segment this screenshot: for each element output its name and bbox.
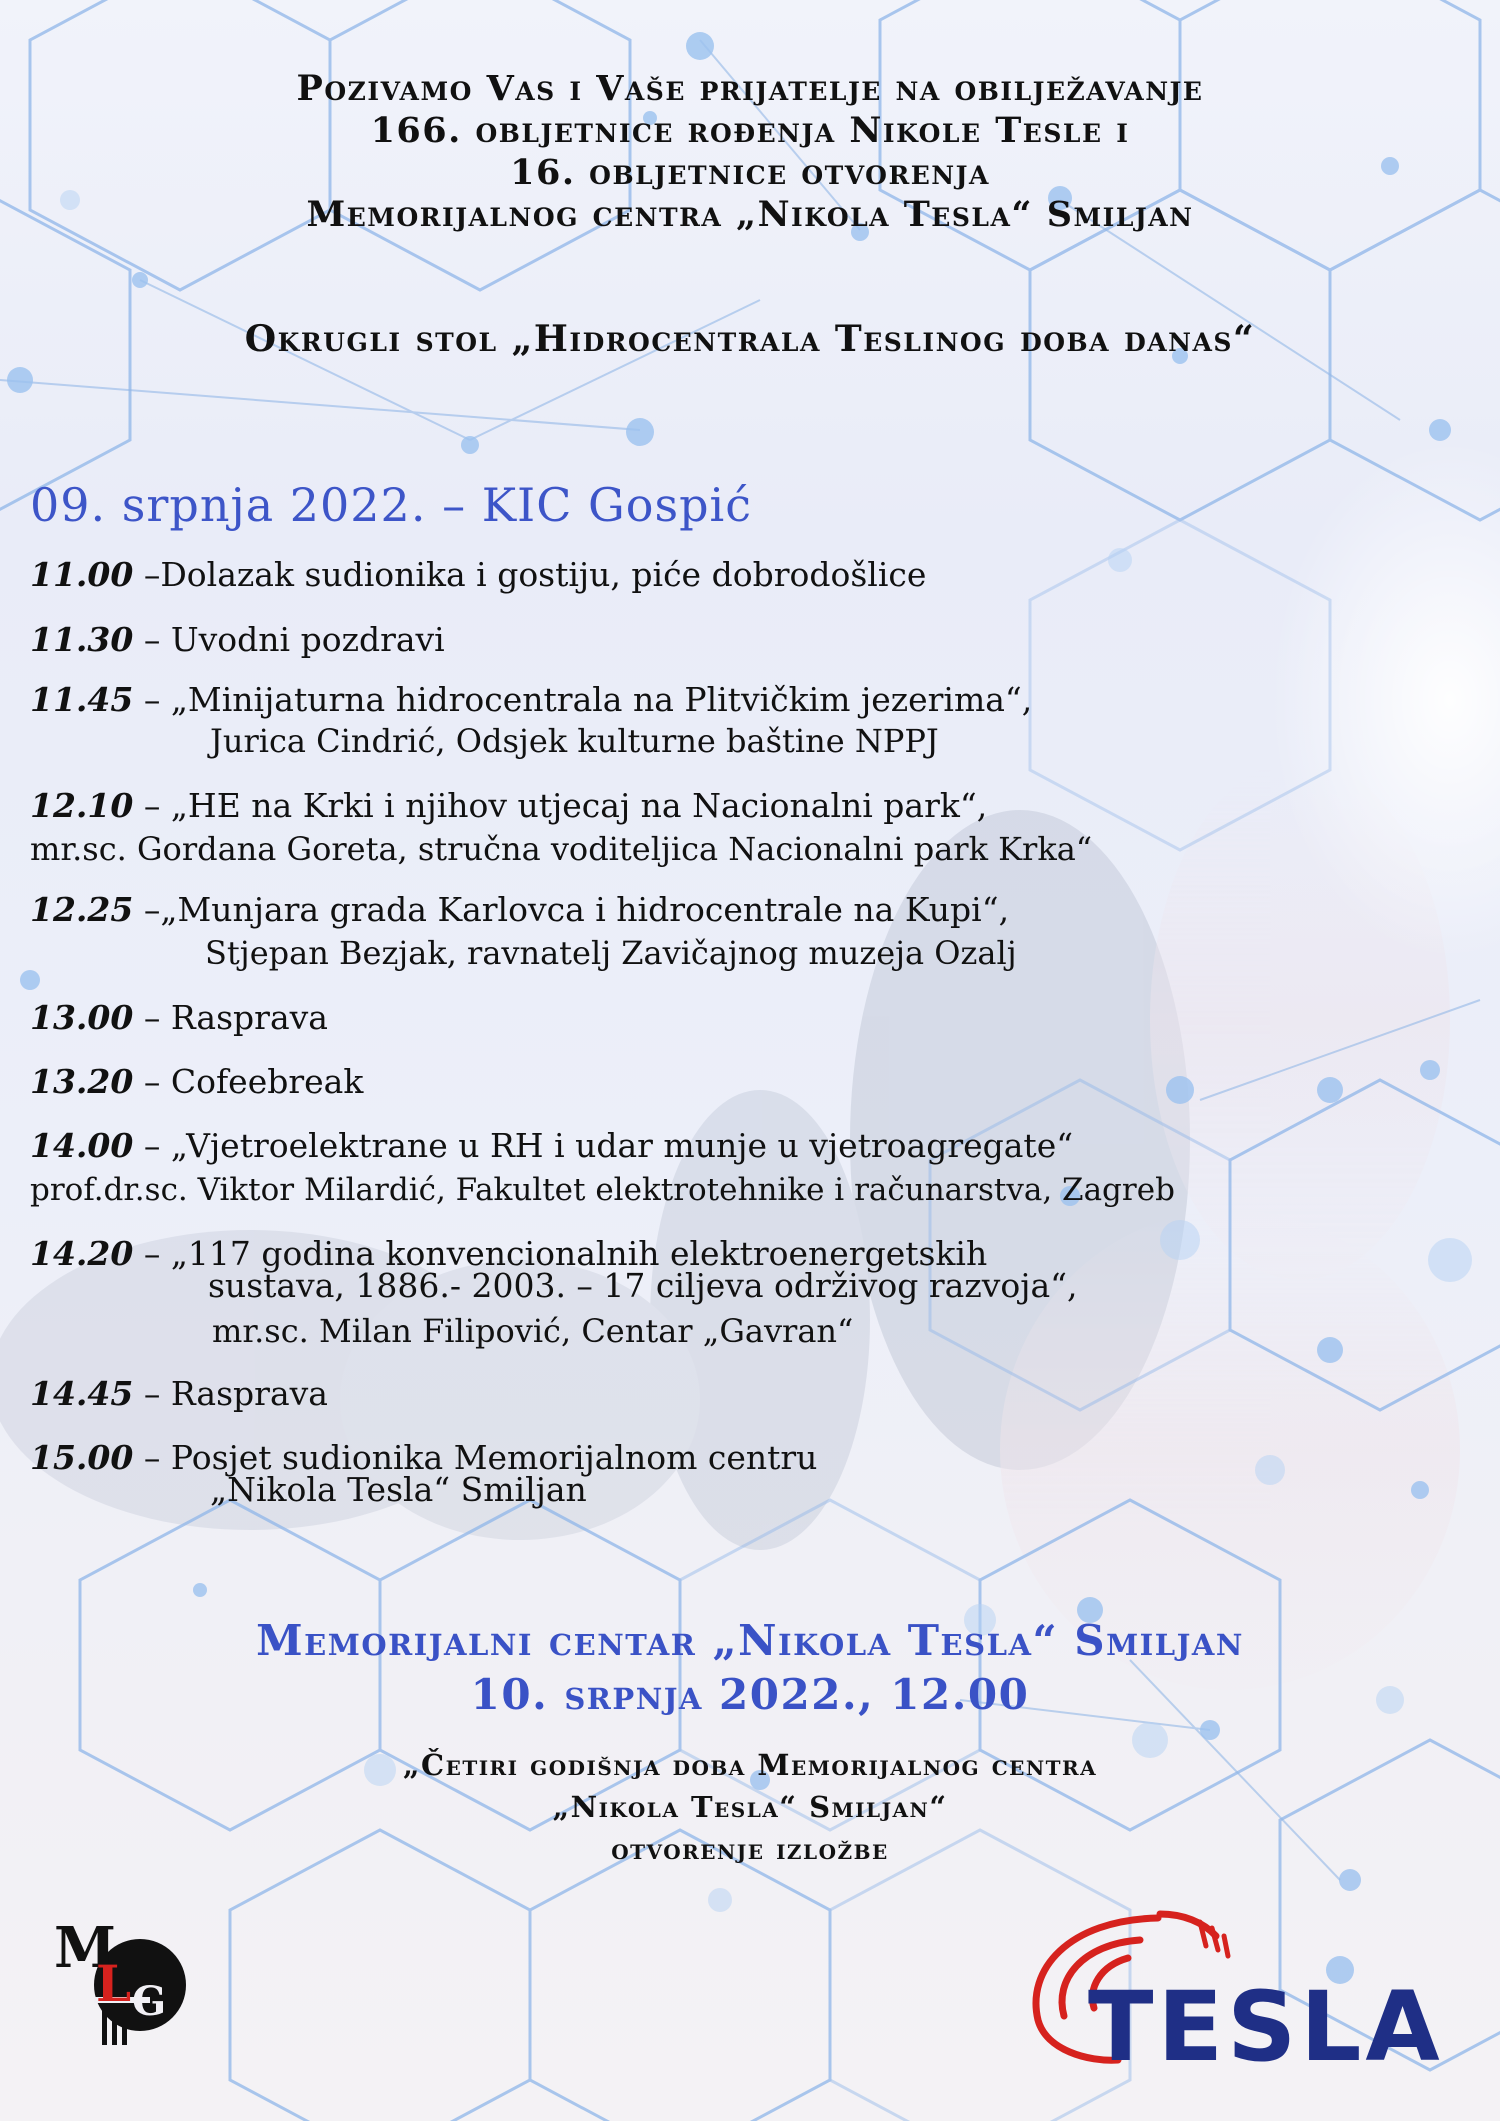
program-time: 11.45 [30, 680, 134, 719]
program-item [30, 555, 926, 594]
program-text: Posjet sudionika Memorijalnom centru [170, 1438, 818, 1477]
program-text: „117 godina konvencionalnih elektroenergetskih [170, 1234, 988, 1273]
program-item [30, 998, 328, 1037]
memorial-date: 10. srpnja 2022., 12.00 [470, 1670, 1030, 1719]
program-separator: – [133, 1062, 171, 1101]
invitation-line-1: Pozivamo Vas i Vaše prijatelje na obilježavanje [296, 68, 1204, 109]
program-continuation: prof.dr.sc. Viktor Milardić, Fakultet elektrotehnike i računarstva, Zagreb [30, 1172, 1175, 1208]
program-text: Cofeebreak [170, 1062, 364, 1101]
program-text: Rasprava [170, 1374, 328, 1413]
mlg-logo [52, 1905, 192, 2045]
memorial-title: Memorijalni centar „Nikola Tesla“ Smiljan [256, 1616, 1244, 1665]
program-continuation: mr.sc. Gordana Goreta, stručna voditeljica Nacionalni park Krka“ [30, 830, 1093, 868]
program-separator: – [133, 890, 161, 929]
program-item [30, 620, 445, 659]
program-continuation: Jurica Cindrić, Odsjek kulturne baštine NPPJ [210, 722, 939, 760]
program-time: 14.00 [30, 1126, 134, 1165]
program-time: 14.45 [30, 1374, 134, 1413]
program-item [30, 1126, 1073, 1165]
exhibition-line-2: „Nikola Tesla“ Smiljan“ [552, 1790, 948, 1824]
exhibition-line-1: „Četiri godišnja doba Memorijalnog centra [402, 1748, 1098, 1782]
program-continuation: Stjepan Bezjak, ravnatelj Zavičajnog muzeja Ozalj [205, 934, 1017, 972]
program-continuation: „Nikola Tesla“ Smiljan [210, 1470, 587, 1509]
program-time: 12.25 [30, 890, 134, 929]
program-text: Rasprava [170, 998, 328, 1037]
program-time: 12.10 [30, 786, 134, 825]
mlg-letter-m: M [54, 1915, 116, 1981]
program-separator: – [133, 620, 171, 659]
program-separator: – [133, 1438, 171, 1477]
program-continuation: sustava, 1886.- 2003. – 17 ciljeva održivog razvoja“, [208, 1266, 1078, 1305]
program-separator: – [133, 1234, 171, 1273]
program-time: 14.20 [30, 1234, 134, 1273]
tesla-logo [1008, 1900, 1458, 2080]
program-separator: – [133, 1374, 171, 1413]
invitation-line-4: Memorijalnog centra „Nikola Tesla“ Smiljan [306, 194, 1194, 235]
program-text: Uvodni pozdravi [170, 620, 445, 659]
program-separator: – [133, 680, 171, 719]
program-separator: – [133, 555, 161, 594]
program-separator: – [133, 998, 171, 1037]
program-separator: – [133, 786, 171, 825]
program-text: „Minijaturna hidrocentrala na Plitvičkim jezerima“, [170, 680, 1033, 719]
program-continuation: mr.sc. Milan Filipović, Centar „Gavran“ [212, 1312, 854, 1350]
program-item [30, 1374, 328, 1413]
program-time: 11.30 [30, 620, 134, 659]
mlg-letter-l: L [96, 1954, 132, 2013]
invitation-line-3: 16. obljetnice otvorenja [510, 152, 990, 193]
program-text: „Vjetroelektrane u RH i udar munje u vjetroagregate“ [170, 1126, 1074, 1165]
program-time: 11.00 [30, 555, 134, 594]
program-item [30, 786, 987, 825]
program-text: „Munjara grada Karlovca i hidrocentrale na Kupi“, [160, 890, 1010, 929]
program-time: 15.00 [30, 1438, 134, 1477]
program-item [30, 890, 1009, 929]
program-time: 13.00 [30, 998, 134, 1037]
invitation-line-2: 166. obljetnice rođenja Nikole Tesle i [370, 110, 1130, 151]
program-item [30, 680, 1032, 719]
program-text: Dolazak sudionika i gostiju, piće dobrodošlice [160, 555, 927, 594]
tesla-logo-text: TESLA [1088, 1971, 1444, 2080]
program-separator: – [133, 1126, 171, 1165]
mlg-letter-g: G [132, 1978, 167, 2025]
round-table-title: Okrugli stol „Hidrocentrala Teslinog doba danas“ [244, 318, 1256, 360]
program-item [30, 1062, 363, 1101]
program-time: 13.20 [30, 1062, 134, 1101]
exhibition-line-3: otvorenje izložbe [611, 1832, 889, 1866]
program-text: „HE na Krki i njihov utjecaj na Nacionalni park“, [170, 786, 988, 825]
date-heading: 09. srpnja 2022. – KIC Gospić [30, 478, 753, 532]
